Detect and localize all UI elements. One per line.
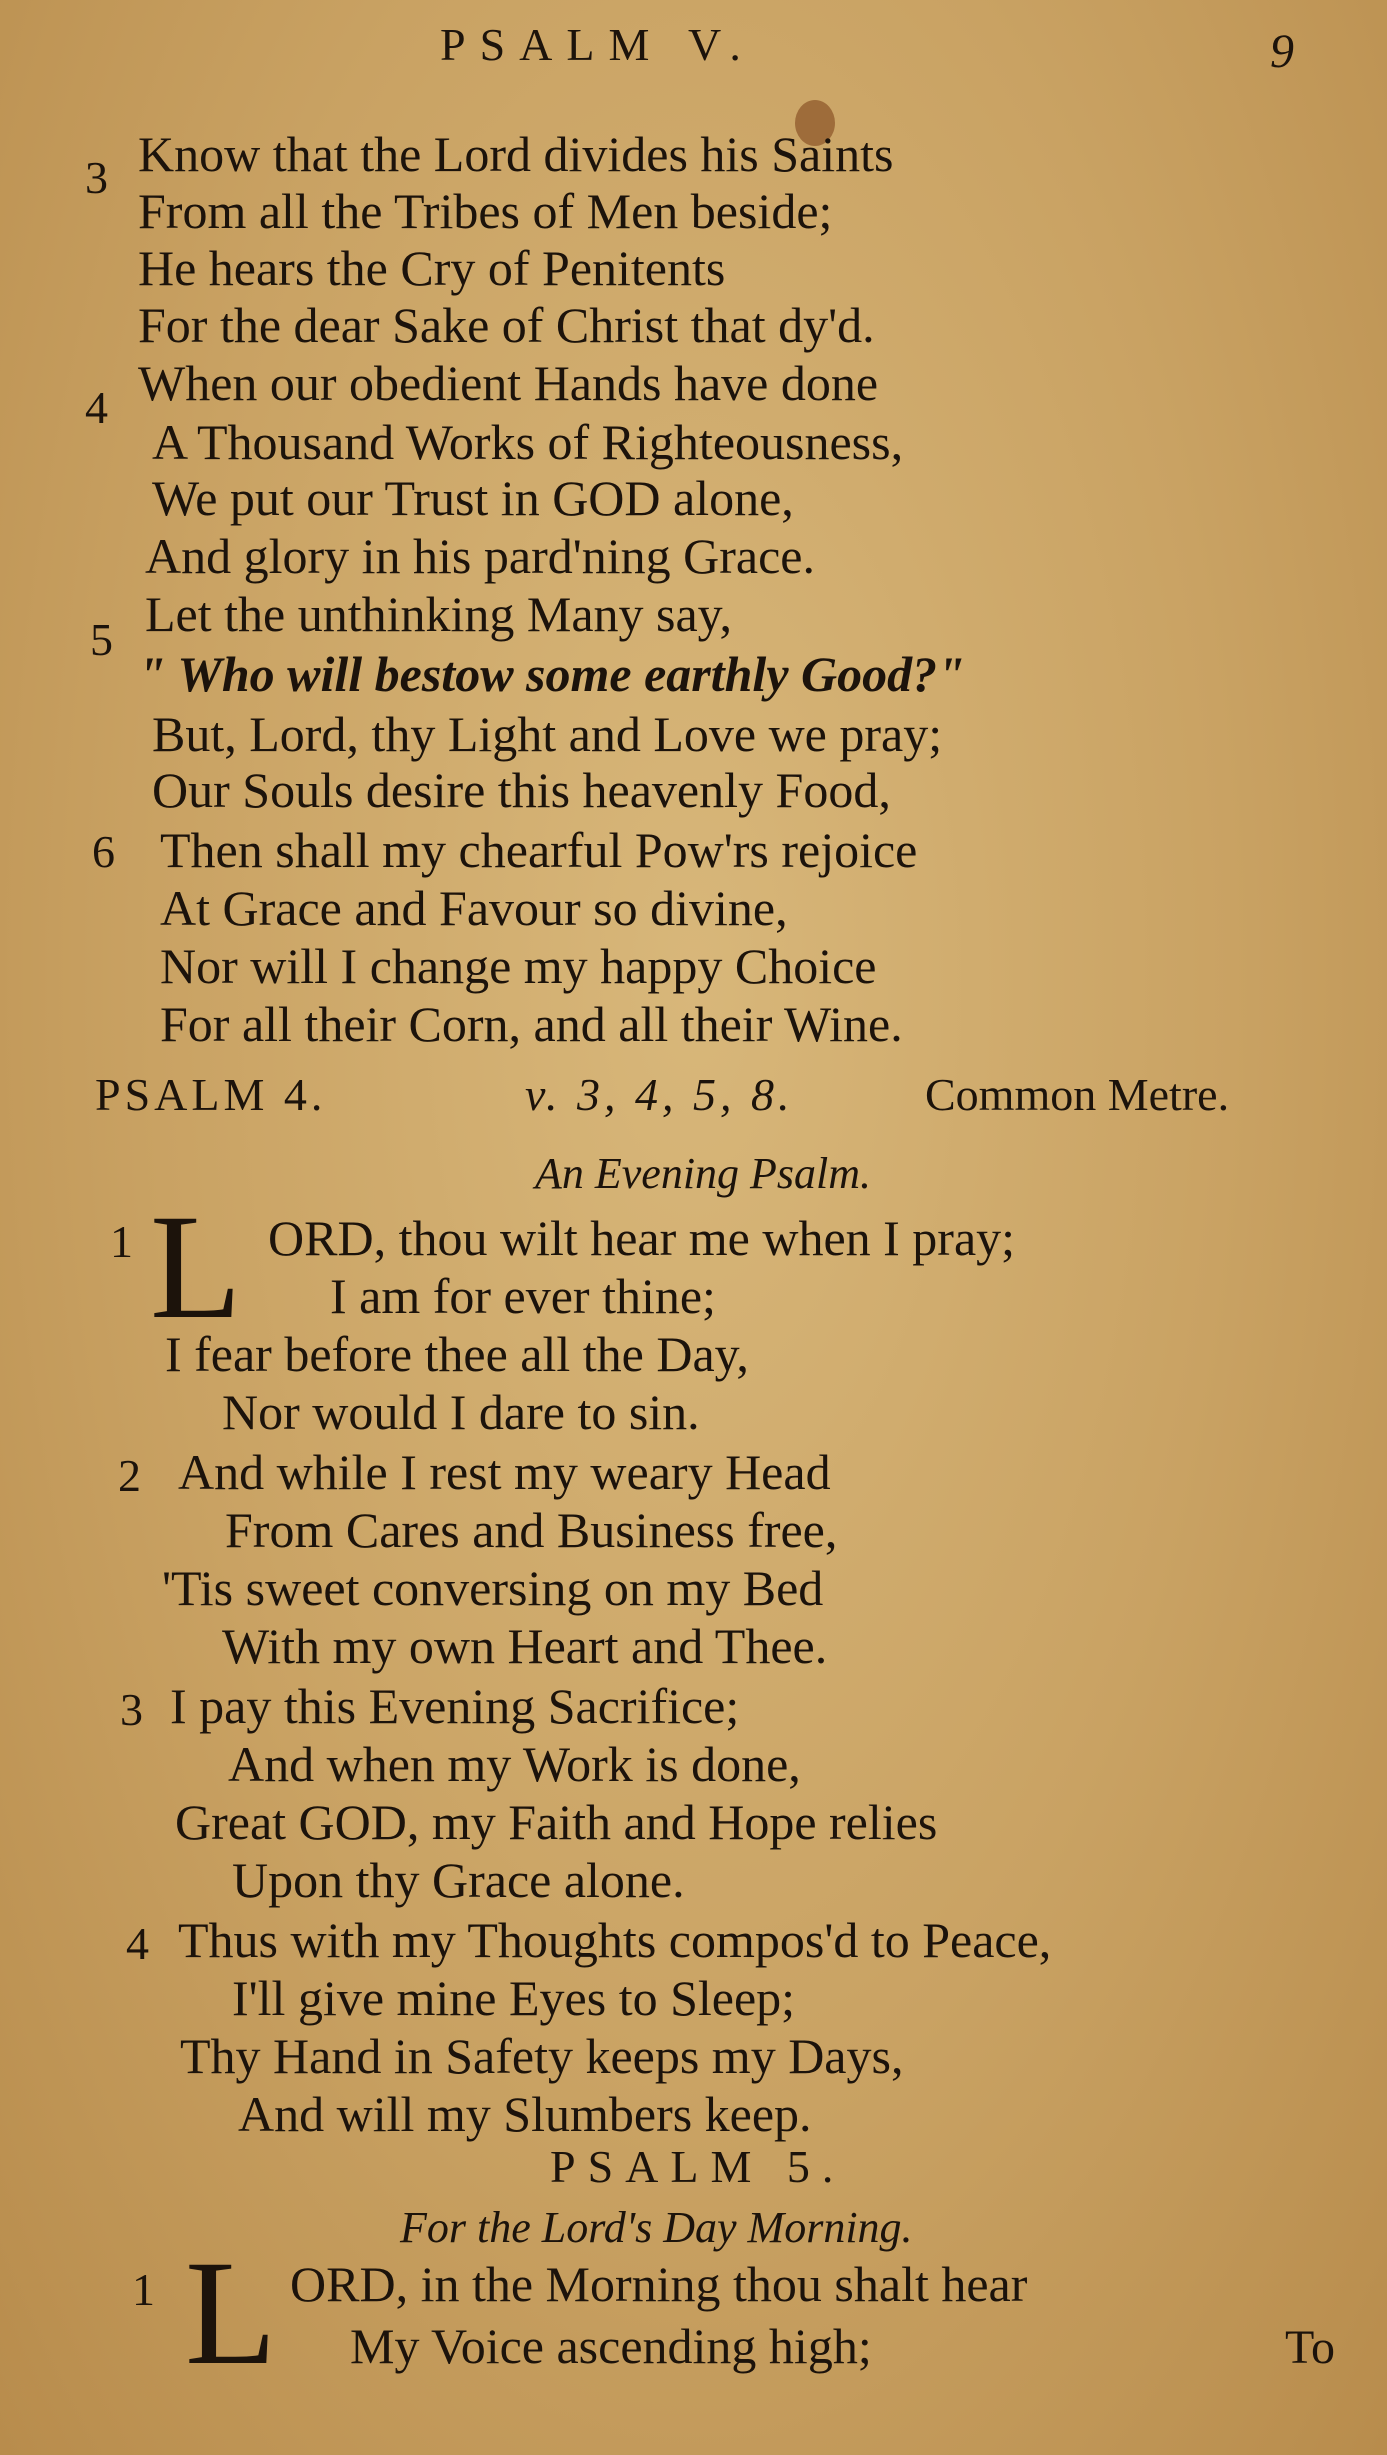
verse-line: From all the Tribes of Men beside; — [138, 183, 833, 239]
verse-line: For the dear Sake of Christ that dy'd. — [138, 297, 875, 353]
stanza-number: 3 — [120, 1684, 143, 1735]
verse-line: I'll give mine Eyes to Sleep; — [232, 1970, 796, 2026]
psalm-verses: v. 3, 4, 5, 8. — [525, 1069, 794, 1120]
verse-line: But, Lord, thy Light and Love we pray; — [152, 706, 943, 762]
verse-line: And glory in his pard'ning Grace. — [145, 528, 815, 584]
verse-line: At Grace and Favour so divine, — [160, 880, 788, 936]
page-header — [0, 18, 1387, 78]
verse-line: And when my Work is done, — [228, 1736, 801, 1792]
verse-line: I am for ever thine; — [330, 1268, 716, 1324]
verse-line: 'Tis sweet conversing on my Bed — [162, 1560, 824, 1616]
verse-line: Know that the Lord divides his Saints — [138, 126, 894, 182]
verse-line: From Cares and Business free, — [225, 1502, 838, 1558]
verse-line: He hears the Cry of Penitents — [138, 240, 726, 296]
verse-line: For all their Corn, and all their Wine. — [160, 996, 903, 1052]
verse-line: And while I rest my weary Head — [178, 1444, 831, 1500]
verse-line: ORD, thou wilt hear me when I pray; — [268, 1210, 1016, 1266]
drop-cap: L — [150, 1184, 242, 1350]
stanza-number: 4 — [126, 1918, 149, 1969]
verse-line: Then shall my chearful Pow'rs rejoice — [160, 822, 918, 878]
verse-line: Thus with my Thoughts compos'd to Peace, — [178, 1912, 1052, 1968]
running-head: PSALM V. — [440, 19, 755, 70]
verse-line: Let the unthinking Many say, — [145, 586, 732, 642]
verse-line: I pay this Evening Sacrifice; — [170, 1678, 740, 1734]
verse-line: " Who will bestow some earthly Good?" — [138, 646, 965, 702]
psalm-subtitle: For the Lord's Day Morning. — [400, 2203, 913, 2252]
verse-line: Our Souls desire this heavenly Food, — [152, 762, 891, 818]
verse-line: ORD, in the Morning thou shalt hear — [290, 2256, 1028, 2312]
verse-line: We put our Trust in GOD alone, — [152, 470, 794, 526]
verse-line: And will my Slumbers keep. — [238, 2086, 812, 2142]
page-number: 9 — [1270, 25, 1294, 78]
verse-line: My Voice ascending high; — [350, 2318, 872, 2374]
catchword: To — [1285, 2321, 1335, 2374]
verse-line: Nor will I change my happy Choice — [160, 938, 877, 994]
stanza-number: 1 — [132, 2264, 155, 2315]
verse-line: When our obedient Hands have done — [138, 355, 879, 411]
psalm-subtitle: An Evening Psalm. — [535, 1149, 872, 1198]
stanza-number: 6 — [92, 826, 115, 877]
stanza-number: 5 — [90, 614, 113, 665]
verse-line: Great GOD, my Faith and Hope relies — [175, 1794, 938, 1850]
psalm-heading: PSALM 5. — [550, 2141, 846, 2192]
psalm-heading: PSALM 4. — [95, 1069, 327, 1120]
stanza-number: 4 — [85, 382, 108, 433]
verse-line: I fear before thee all the Day, — [165, 1326, 749, 1382]
psalm-metre: Common Metre. — [925, 1069, 1230, 1120]
verse-line: With my own Heart and Thee. — [222, 1618, 828, 1674]
verse-line: Nor would I dare to sin. — [222, 1384, 700, 1440]
stanza-number: 2 — [118, 1450, 141, 1501]
stanza-number: 1 — [110, 1216, 133, 1267]
verse-line: Upon thy Grace alone. — [232, 1852, 685, 1908]
verse-line: A Thousand Works of Righteousness, — [152, 414, 904, 470]
verse-line: Thy Hand in Safety keeps my Days, — [180, 2028, 904, 2084]
drop-cap: L — [185, 2230, 277, 2396]
stanza-number: 3 — [85, 152, 108, 203]
